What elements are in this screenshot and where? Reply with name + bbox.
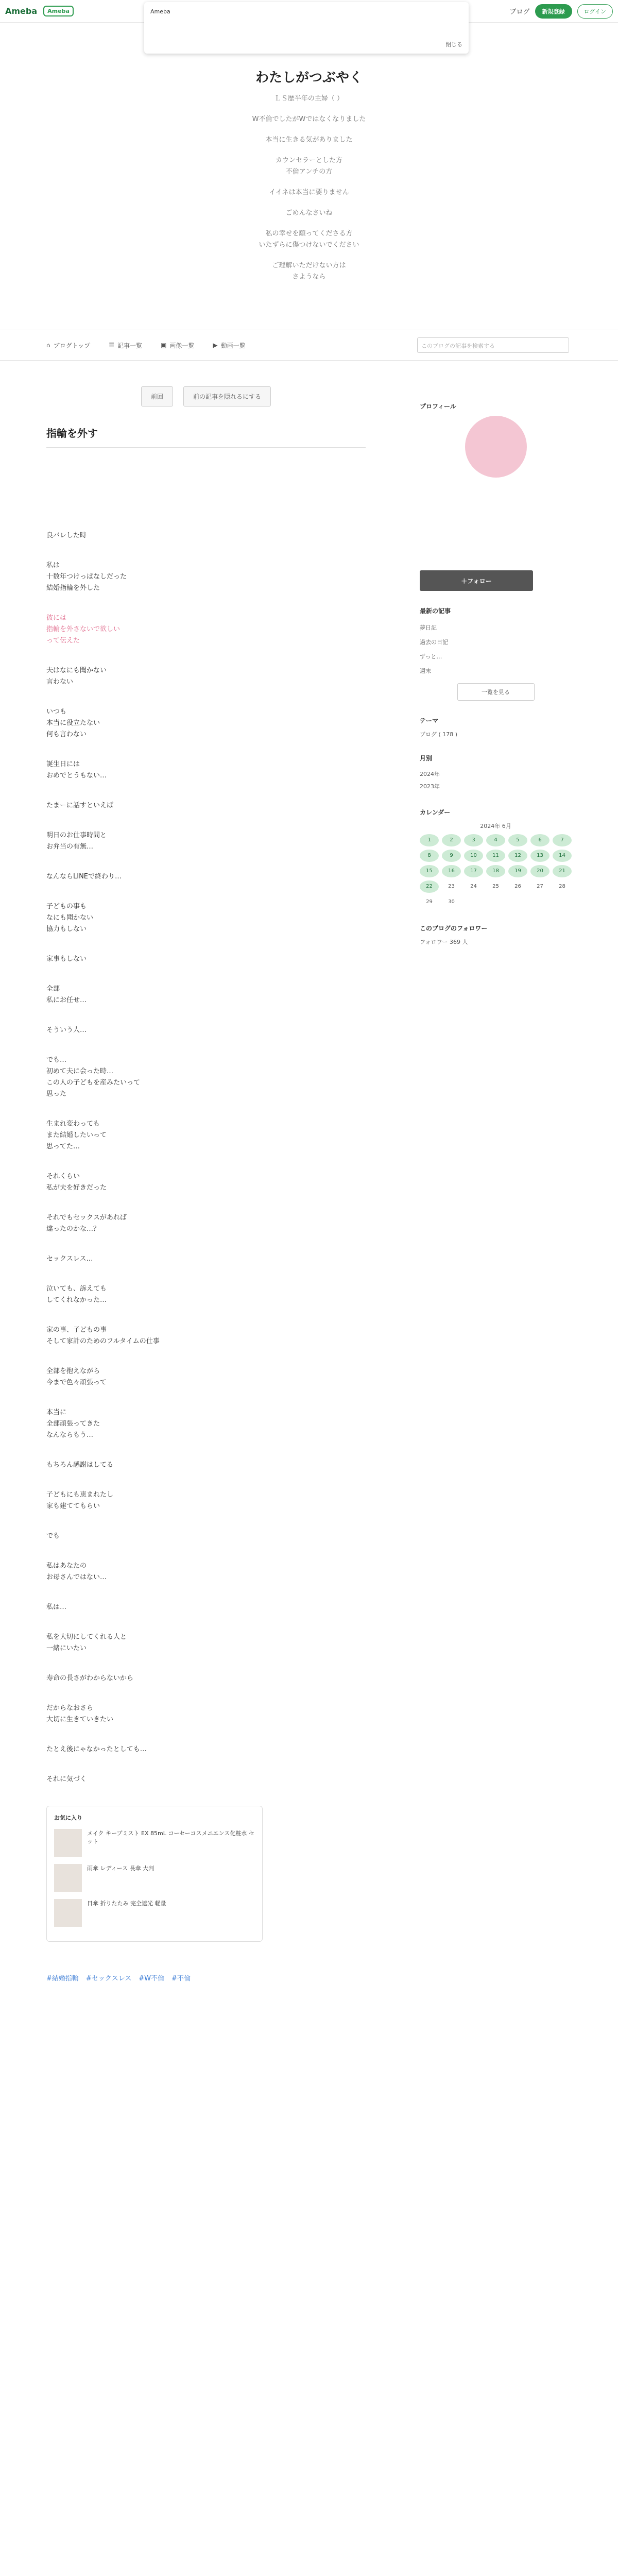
entry-paragraph: 誕生日には おめでとうもない… (46, 760, 107, 779)
desc-line: ＬＳ歴半年の主婦（ ） (274, 95, 344, 103)
blog-link[interactable]: ブログ (509, 8, 530, 16)
entry-paragraph: でも (46, 1532, 60, 1540)
calendar-day[interactable]: 2 (442, 834, 461, 846)
calendar-day[interactable]: 19 (508, 865, 527, 877)
entry-paragraph: だからなおさら 大切に生きていきたい (46, 1704, 114, 1723)
hashtag[interactable]: #W不倫 (139, 1975, 165, 1982)
home-icon: ⌂ (46, 342, 50, 349)
ameba-logo[interactable]: Ameba (5, 6, 38, 16)
entry-paragraph: 子どもの事も なにも聞かない 協力もしない (46, 903, 94, 933)
calendar-day[interactable]: 8 (420, 850, 439, 862)
signup-button[interactable]: 新規登録 (535, 4, 572, 19)
archive-item[interactable]: 2023年 (420, 783, 440, 790)
entry-paragraph: それでもセックスがあれば 違ったのかな…？ (46, 1214, 127, 1233)
amazon-item[interactable] (54, 1899, 255, 1927)
notice-popup (144, 2, 469, 54)
recent-item[interactable]: ずっと… (420, 653, 442, 660)
entry-paragraph: たまーに話すといえば (46, 802, 114, 809)
entry-paragraph: 夫はなにも聞かない 言わない (46, 667, 107, 686)
entry-paragraph: 家事もしない (46, 955, 87, 963)
entry-paragraph: 家の事、子どもの事 そして家計のためのフルタイムの仕事 (46, 1326, 160, 1345)
profile-heading: プロフィール (420, 403, 456, 410)
video-icon: ▶ (213, 342, 218, 349)
recent-item[interactable]: 夢日記 (420, 624, 437, 631)
calendar-day: 23 (448, 884, 455, 889)
entry-title[interactable]: 指輪を外す (46, 425, 366, 448)
login-button[interactable]: ログイン (577, 4, 613, 19)
amazon-item[interactable] (54, 1829, 255, 1857)
image-icon: ▣ (161, 342, 167, 349)
calendar-day[interactable]: 18 (486, 865, 505, 877)
desc-line: 本当に生きる気がありました (265, 136, 353, 144)
hashtag[interactable]: #結婚指輪 (46, 1975, 79, 1982)
entry-paragraph: それくらい 私が夫を好きだった (46, 1173, 107, 1192)
entry-paragraph: そういう人… (46, 1026, 87, 1034)
entry-pager (46, 386, 366, 406)
entry-paragraph: 本当に 全部頑張ってきた なんならもう… (46, 1409, 100, 1439)
calendar-day: 25 (492, 884, 499, 889)
calendar-heading: カレンダー (420, 809, 451, 816)
product-name: 雨傘 レディース 長傘 大判 (87, 1865, 154, 1872)
blog-nav (0, 330, 618, 361)
recent-heading: 最新の記事 (420, 607, 451, 615)
theme-heading: テーマ (420, 717, 439, 724)
product-name: メイク キープミスト EX 85mL コーセーコスメニエンス化粧水 セット (87, 1830, 254, 1845)
entry-paragraph: 全部 私にお任せ… (46, 985, 87, 1004)
entry-paragraph: でも… 初めて夫に会った時… この人の子どもを産みたいって 思った (46, 1056, 141, 1098)
followers-count[interactable]: フォロワー 369 人 (420, 939, 468, 945)
product-name: 日傘 折りたたみ 完全遮光 軽量 (87, 1900, 166, 1907)
amazon-item[interactable] (54, 1864, 255, 1892)
prev-button[interactable]: 前回 (141, 386, 173, 406)
calendar-day[interactable]: 22 (420, 880, 439, 893)
calendar-grid (420, 834, 572, 908)
main-content (46, 386, 366, 1982)
hashtag[interactable]: #不倫 (171, 1975, 191, 1982)
entry-paragraph: 子どもにも恵まれたし 家も建ててもらい (46, 1491, 114, 1510)
entry-paragraph: セックスレス… (46, 1255, 93, 1263)
entry-paragraph: 良バレした時 (46, 532, 87, 539)
blog-title[interactable]: わたしがつぶやく (255, 70, 363, 86)
calendar-day[interactable]: 20 (530, 865, 550, 877)
nav-video-list[interactable] (213, 341, 245, 350)
entry-paragraph: 明日のお仕事時間と お弁当の有無… (46, 832, 107, 851)
calendar-day: 28 (559, 884, 565, 889)
followers-heading: このブログのフォロワー (420, 925, 488, 932)
calendar-day: 27 (537, 884, 543, 889)
entry-paragraph: 私は… (46, 1603, 67, 1611)
entry-paragraph: それに気づく (46, 1775, 87, 1783)
hashtag[interactable]: #セックスレス (85, 1975, 132, 1982)
calendar-day[interactable]: 4 (486, 834, 505, 846)
entry-paragraph: なんならLINEで終わり… (46, 873, 122, 880)
list-icon: ☰ (109, 342, 115, 349)
theme-item[interactable]: ブログ ( 178 ) (420, 731, 458, 738)
calendar-day[interactable]: 3 (464, 834, 483, 846)
next-button[interactable]: 前の記事を隠れるにする (183, 386, 271, 406)
hashtag-list (46, 1973, 366, 1982)
calendar-day[interactable]: 13 (530, 850, 550, 862)
desc-line: イイネは本当に要りません (269, 189, 349, 196)
nav-image-list[interactable] (161, 341, 194, 350)
desc-line: 私の幸せを願ってくださる方 いたずらに傷つけないでください (259, 230, 359, 249)
archive-heading: 月別 (420, 755, 433, 762)
desc-line: ごめんなさいね (285, 209, 333, 217)
header-actions (510, 4, 613, 19)
archive-item[interactable]: 2024年 (420, 771, 440, 777)
entry-paragraph: たとえ後にゃなかったとしても… (46, 1745, 147, 1753)
amazon-widget (46, 1806, 263, 1942)
follow-button[interactable]: ＋フォロー (420, 570, 533, 591)
calendar-day[interactable]: 7 (553, 834, 572, 846)
entry-paragraph: 寿命の長さがわからないから (46, 1674, 134, 1682)
sidebar (420, 386, 572, 946)
calendar-day: 30 (448, 899, 455, 905)
blog-header (0, 67, 618, 292)
nav-label: ブログトップ (53, 342, 91, 349)
calendar-day[interactable]: 17 (464, 865, 483, 877)
product-image (54, 1899, 82, 1927)
ameba-service-logo[interactable]: Ameba (43, 6, 74, 16)
calendar-day[interactable]: 21 (553, 865, 572, 877)
nav-label: 記事一覧 (117, 342, 143, 349)
calendar-day: 24 (470, 884, 477, 889)
more-button[interactable]: 一覧を見る (457, 683, 535, 701)
desc-line: カウンセラーとした方 不倫アンチの方 (275, 157, 342, 176)
nav-label: 画像一覧 (169, 342, 195, 349)
amazon-title: お気に入り (54, 1815, 82, 1821)
entry-paragraph: 私は 十数年つけっぱなしだった 結婚指輪を外した (46, 562, 127, 592)
nav-blog-top[interactable] (46, 341, 90, 350)
calendar-day[interactable]: 14 (553, 850, 572, 862)
recent-item[interactable]: 過去の日記 (420, 639, 448, 646)
calendar-day[interactable]: 1 (420, 834, 439, 846)
entry-paragraph: 私はあなたの お母さんではない… (46, 1562, 107, 1581)
calendar-month: 2024年 6月 (480, 823, 511, 829)
calendar-day[interactable]: 12 (508, 850, 527, 862)
calendar-day: 29 (426, 899, 433, 905)
notice-close-button[interactable]: 閉じる (445, 41, 462, 48)
entry-paragraph: もちろん感謝はしてる (46, 1461, 114, 1469)
search-input[interactable]: このブログの記事を検索する (417, 337, 569, 353)
entry-body (46, 530, 366, 1785)
recent-item[interactable]: 週末 (420, 668, 431, 674)
profile-avatar[interactable] (465, 416, 527, 478)
product-image (54, 1829, 82, 1857)
notice-text: Ameba (150, 8, 170, 15)
blog-description (0, 93, 618, 283)
calendar-day[interactable]: 10 (464, 850, 483, 862)
entry-paragraph: いつも 本当に役立たない 何も言わない (46, 708, 100, 738)
desc-line: ご理解いただけない方は さようなら (272, 262, 346, 281)
nav-label: 動画一覧 (220, 342, 246, 349)
recent-list (420, 620, 572, 678)
entry-paragraph: 私を大切にしてくれる人と 一緒にいたい (46, 1633, 127, 1652)
calendar-day[interactable]: 11 (486, 850, 505, 862)
calendar-day[interactable]: 16 (442, 865, 461, 877)
entry-paragraph: 彼には 指輪を外さないで欲しい って伝えた (46, 614, 121, 645)
product-image (54, 1864, 82, 1892)
nav-entry-list[interactable] (109, 341, 142, 350)
calendar-day[interactable]: 5 (508, 834, 527, 846)
calendar-day: 26 (514, 884, 521, 889)
desc-line: W不倫でしたがWではなくなりました (252, 115, 366, 123)
calendar-day[interactable]: 15 (420, 865, 439, 877)
entry-paragraph: 全部を抱えながら 今まで色々頑張って (46, 1367, 107, 1386)
calendar-day[interactable]: 6 (530, 834, 550, 846)
calendar-day[interactable]: 9 (442, 850, 461, 862)
entry-paragraph: 泣いても、訴えても してくれなかった… (46, 1285, 107, 1304)
entry-paragraph: 生まれ変わっても また結婚したいって 思ってた… (46, 1120, 107, 1150)
